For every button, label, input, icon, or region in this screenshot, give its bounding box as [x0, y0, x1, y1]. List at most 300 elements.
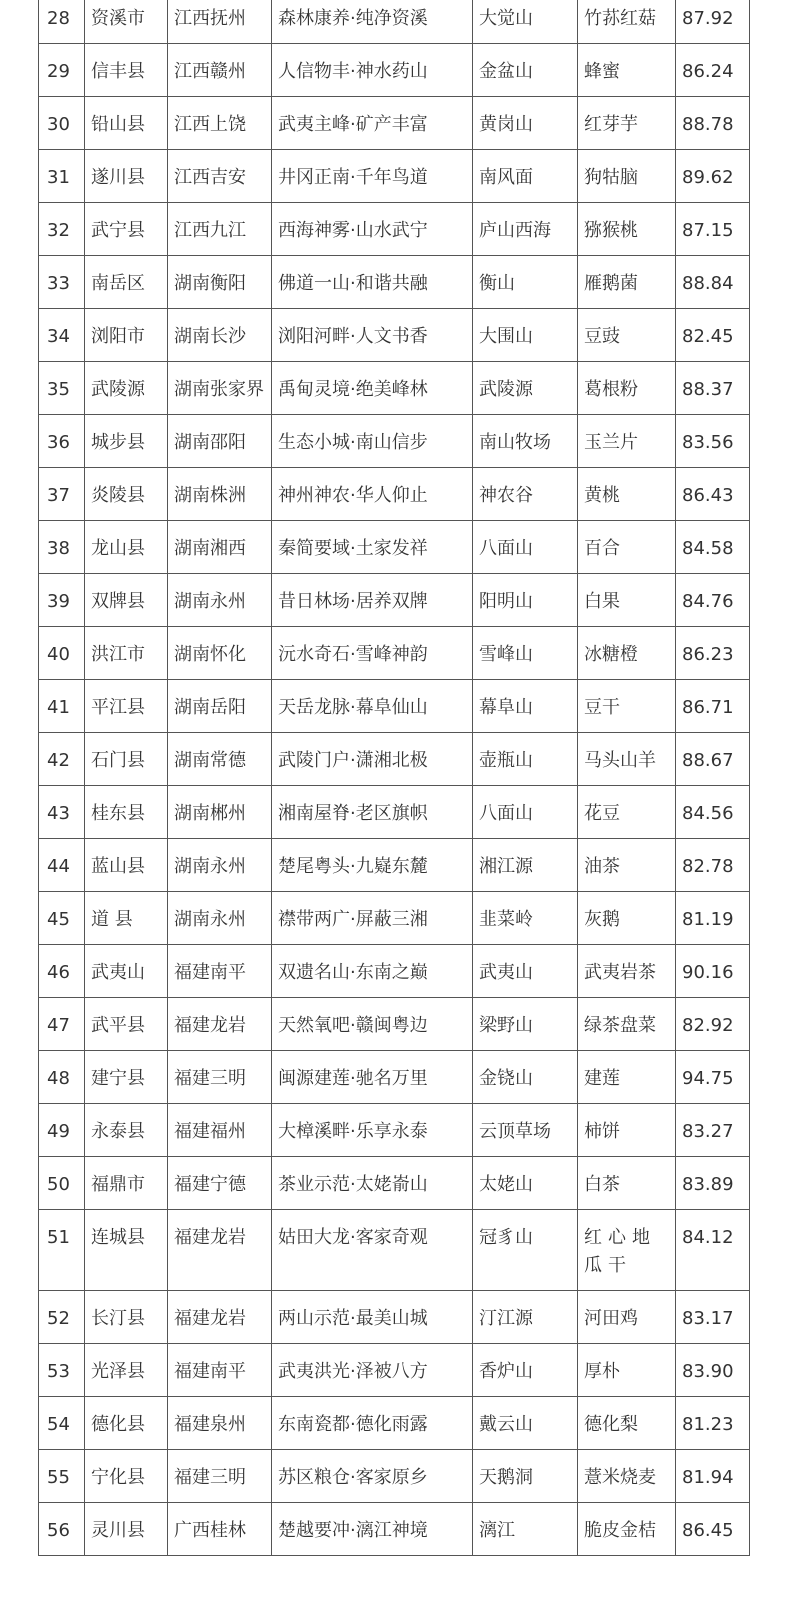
city-cell-text: 福建龙岩 — [174, 1227, 246, 1248]
county-cell — [85, 256, 168, 309]
table-row — [39, 309, 750, 362]
county-cell-text: 资溪市 — [91, 8, 145, 29]
table-row — [39, 1104, 750, 1157]
city-cell-text: 湖南长沙 — [174, 326, 246, 347]
slogan-cell-text: 井冈正南·千年鸟道 — [278, 167, 428, 188]
county-cell — [85, 0, 168, 44]
product-cell — [578, 733, 676, 786]
table-row — [39, 892, 750, 945]
slogan-cell-text: 湘南屋脊·老区旗帜 — [278, 803, 428, 824]
table-row — [39, 998, 750, 1051]
mountain-cell — [473, 892, 578, 945]
county-cell-text: 福鼎市 — [91, 1174, 145, 1195]
product-cell-text: 狗牯脑 — [584, 167, 638, 188]
county-cell — [85, 521, 168, 574]
mountain-cell-text: 衡山 — [479, 273, 515, 294]
rank-cell-text: 40 — [47, 644, 70, 665]
rank-cell-text: 29 — [47, 61, 70, 82]
city-cell-text: 福建龙岩 — [174, 1015, 246, 1036]
slogan-cell-text: 襟带两广·屏蔽三湘 — [278, 909, 428, 930]
product-cell-text: 德化梨 — [584, 1414, 638, 1435]
product-cell — [578, 44, 676, 97]
rank-cell-text: 46 — [47, 962, 70, 983]
slogan-cell-text: 两山示范·最美山城 — [278, 1308, 428, 1329]
slogan-cell — [272, 1503, 473, 1556]
rank-cell — [39, 945, 85, 998]
mountain-cell — [473, 998, 578, 1051]
county-cell — [85, 786, 168, 839]
city-cell-text: 湖南永州 — [174, 856, 246, 877]
product-cell — [578, 0, 676, 44]
mountain-cell — [473, 1397, 578, 1450]
score-cell-text: 83.89 — [682, 1174, 734, 1195]
product-cell-text: 柿饼 — [584, 1121, 620, 1142]
slogan-cell — [272, 1291, 473, 1344]
mountain-cell — [473, 521, 578, 574]
mountain-cell-text: 八面山 — [479, 803, 533, 824]
city-cell — [168, 0, 272, 44]
product-cell-text: 玉兰片 — [584, 432, 638, 453]
county-cell-text: 宁化县 — [91, 1467, 145, 1488]
score-cell-text: 86.71 — [682, 697, 734, 718]
city-cell — [168, 1051, 272, 1104]
score-cell — [676, 97, 750, 150]
score-cell — [676, 945, 750, 998]
slogan-cell — [272, 0, 473, 44]
county-cell-text: 道 县 — [91, 909, 133, 930]
county-cell-text: 平江县 — [91, 697, 145, 718]
rank-cell — [39, 256, 85, 309]
slogan-cell — [272, 733, 473, 786]
county-cell — [85, 680, 168, 733]
slogan-cell-text: 武夷洪光·泽被八方 — [278, 1361, 428, 1382]
rank-cell-text: 55 — [47, 1467, 70, 1488]
county-cell — [85, 892, 168, 945]
slogan-cell-text: 沅水奇石·雪峰神韵 — [278, 644, 428, 665]
mountain-cell-text: 武陵源 — [479, 379, 533, 400]
score-cell — [676, 1450, 750, 1503]
product-cell-text: 薏米烧麦 — [584, 1467, 656, 1488]
slogan-cell-text: 西海神雾·山水武宁 — [278, 220, 428, 241]
rank-cell — [39, 1503, 85, 1556]
mountain-cell — [473, 97, 578, 150]
slogan-cell — [272, 839, 473, 892]
rank-cell — [39, 415, 85, 468]
city-cell — [168, 1157, 272, 1210]
score-cell-text: 88.84 — [682, 273, 734, 294]
slogan-cell — [272, 203, 473, 256]
product-cell-text: 猕猴桃 — [584, 220, 638, 241]
county-cell-text: 武陵源 — [91, 379, 145, 400]
county-cell — [85, 945, 168, 998]
slogan-cell-text: 楚尾粤头·九嶷东麓 — [278, 856, 428, 877]
rank-cell-text: 45 — [47, 909, 70, 930]
county-cell-text: 建宁县 — [91, 1068, 145, 1089]
score-cell — [676, 0, 750, 44]
rank-cell — [39, 1397, 85, 1450]
score-cell-text: 83.17 — [682, 1308, 734, 1329]
score-cell — [676, 786, 750, 839]
score-cell-text: 88.67 — [682, 750, 734, 771]
score-cell — [676, 203, 750, 256]
mountain-cell-text: 香炉山 — [479, 1361, 533, 1382]
score-cell-text: 83.90 — [682, 1361, 734, 1382]
score-cell — [676, 468, 750, 521]
rank-cell — [39, 362, 85, 415]
product-cell — [578, 998, 676, 1051]
product-cell-text: 河田鸡 — [584, 1308, 638, 1329]
county-cell — [85, 1397, 168, 1450]
rank-cell-text: 54 — [47, 1414, 70, 1435]
city-cell — [168, 786, 272, 839]
rank-cell-text: 37 — [47, 485, 70, 506]
city-cell — [168, 203, 272, 256]
county-cell-text: 浏阳市 — [91, 326, 145, 347]
product-cell-text: 雁鹅菌 — [584, 273, 638, 294]
table-row — [39, 1503, 750, 1556]
rank-cell — [39, 1291, 85, 1344]
score-cell-text: 83.27 — [682, 1121, 734, 1142]
rank-cell-text: 51 — [47, 1227, 70, 1248]
slogan-cell — [272, 1157, 473, 1210]
table-row — [39, 521, 750, 574]
slogan-cell-text: 神州神农·华人仰止 — [278, 485, 428, 506]
product-cell — [578, 1157, 676, 1210]
rank-cell — [39, 1051, 85, 1104]
city-cell-text: 湖南张家界 — [174, 379, 264, 400]
ranking-table-body — [39, 0, 750, 1556]
rank-cell-text: 33 — [47, 273, 70, 294]
rank-cell — [39, 839, 85, 892]
product-cell-text: 油茶 — [584, 856, 620, 877]
score-cell — [676, 892, 750, 945]
score-cell — [676, 362, 750, 415]
city-cell — [168, 362, 272, 415]
product-cell-text: 黄桃 — [584, 485, 620, 506]
city-cell-text: 江西赣州 — [174, 61, 246, 82]
mountain-cell-text: 冠豸山 — [479, 1227, 533, 1248]
score-cell — [676, 256, 750, 309]
county-cell — [85, 1503, 168, 1556]
rank-cell — [39, 44, 85, 97]
slogan-cell — [272, 309, 473, 362]
product-cell-text: 蜂蜜 — [584, 61, 620, 82]
county-cell — [85, 468, 168, 521]
slogan-cell-text: 昔日林场·居养双牌 — [278, 591, 428, 612]
county-cell — [85, 1291, 168, 1344]
table-row — [39, 574, 750, 627]
mountain-cell-text: 汀江源 — [479, 1308, 533, 1329]
score-cell — [676, 574, 750, 627]
mountain-cell — [473, 680, 578, 733]
county-cell-text: 灵川县 — [91, 1520, 145, 1541]
city-cell — [168, 1291, 272, 1344]
county-cell-text: 城步县 — [91, 432, 145, 453]
rank-cell-text: 28 — [47, 8, 70, 29]
product-cell-text: 百合 — [584, 538, 620, 559]
score-cell-text: 88.78 — [682, 114, 734, 135]
slogan-cell-text: 武夷主峰·矿产丰富 — [278, 114, 428, 135]
city-cell — [168, 256, 272, 309]
city-cell-text: 福建福州 — [174, 1121, 246, 1142]
city-cell-text: 湖南湘西 — [174, 538, 246, 559]
slogan-cell-text: 人信物丰·神水药山 — [278, 61, 428, 82]
city-cell — [168, 309, 272, 362]
mountain-cell-text: 南山牧场 — [479, 432, 551, 453]
product-cell-text: 马头山羊 — [584, 750, 656, 771]
slogan-cell-text: 武陵门户·潇湘北极 — [278, 750, 428, 771]
mountain-cell — [473, 839, 578, 892]
city-cell-text: 福建三明 — [174, 1068, 246, 1089]
score-cell-text: 90.16 — [682, 962, 734, 983]
mountain-cell-text: 黄岗山 — [479, 114, 533, 135]
slogan-cell-text: 生态小城·南山信步 — [278, 432, 428, 453]
mountain-cell — [473, 1503, 578, 1556]
score-cell-text: 84.58 — [682, 538, 734, 559]
slogan-cell-text: 禹甸灵境·绝美峰林 — [278, 379, 428, 400]
city-cell — [168, 892, 272, 945]
table-row — [39, 0, 750, 44]
product-cell — [578, 256, 676, 309]
county-cell — [85, 839, 168, 892]
mountain-cell-text: 韭菜岭 — [479, 909, 533, 930]
table-row — [39, 1291, 750, 1344]
rank-cell-text: 38 — [47, 538, 70, 559]
mountain-cell — [473, 362, 578, 415]
county-cell-text: 遂川县 — [91, 167, 145, 188]
product-cell-text: 脆皮金桔 — [584, 1520, 656, 1541]
score-cell-text: 83.56 — [682, 432, 734, 453]
score-cell — [676, 415, 750, 468]
slogan-cell — [272, 998, 473, 1051]
mountain-cell — [473, 150, 578, 203]
mountain-cell-text: 金铙山 — [479, 1068, 533, 1089]
slogan-cell — [272, 1450, 473, 1503]
score-cell — [676, 1051, 750, 1104]
table-row — [39, 733, 750, 786]
mountain-cell-text: 梁野山 — [479, 1015, 533, 1036]
city-cell — [168, 415, 272, 468]
city-cell-text: 江西上饶 — [174, 114, 246, 135]
rank-cell-text: 52 — [47, 1308, 70, 1329]
slogan-cell — [272, 44, 473, 97]
table-row — [39, 362, 750, 415]
city-cell — [168, 1450, 272, 1503]
product-cell — [578, 1291, 676, 1344]
city-cell-text: 江西抚州 — [174, 8, 246, 29]
slogan-cell — [272, 362, 473, 415]
slogan-cell — [272, 1051, 473, 1104]
score-cell-text: 82.78 — [682, 856, 734, 877]
county-cell-text: 桂东县 — [91, 803, 145, 824]
slogan-cell — [272, 786, 473, 839]
slogan-cell — [272, 1397, 473, 1450]
slogan-cell — [272, 415, 473, 468]
mountain-cell — [473, 1104, 578, 1157]
score-cell-text: 88.37 — [682, 379, 734, 400]
mountain-cell-text: 湘江源 — [479, 856, 533, 877]
mountain-cell-text: 雪峰山 — [479, 644, 533, 665]
county-cell-text: 蓝山县 — [91, 856, 145, 877]
mountain-cell — [473, 945, 578, 998]
mountain-cell — [473, 256, 578, 309]
rank-cell-text: 42 — [47, 750, 70, 771]
score-cell-text: 84.12 — [682, 1227, 734, 1248]
city-cell-text: 湖南郴州 — [174, 803, 246, 824]
mountain-cell-text: 神农谷 — [479, 485, 533, 506]
product-cell — [578, 945, 676, 998]
city-cell-text: 福建宁德 — [174, 1174, 246, 1195]
score-cell — [676, 1291, 750, 1344]
rank-cell — [39, 150, 85, 203]
score-cell-text: 87.92 — [682, 8, 734, 29]
rank-cell-text: 41 — [47, 697, 70, 718]
county-cell — [85, 97, 168, 150]
mountain-cell — [473, 1051, 578, 1104]
city-cell-text: 福建泉州 — [174, 1414, 246, 1435]
mountain-cell-text: 壶瓶山 — [479, 750, 533, 771]
slogan-cell-text: 佛道一山·和谐共融 — [278, 273, 428, 294]
city-cell — [168, 521, 272, 574]
city-cell-text: 福建龙岩 — [174, 1308, 246, 1329]
rank-cell-text: 53 — [47, 1361, 70, 1382]
rank-cell — [39, 1104, 85, 1157]
product-cell — [578, 468, 676, 521]
city-cell-text: 湖南株洲 — [174, 485, 246, 506]
slogan-cell — [272, 97, 473, 150]
mountain-cell-text: 大围山 — [479, 326, 533, 347]
score-cell-text: 81.19 — [682, 909, 734, 930]
table-row — [39, 1450, 750, 1503]
rank-cell-text: 49 — [47, 1121, 70, 1142]
product-cell-text: 灰鹅 — [584, 909, 620, 930]
rank-cell — [39, 0, 85, 44]
table-row — [39, 627, 750, 680]
mountain-cell-text: 八面山 — [479, 538, 533, 559]
score-cell — [676, 521, 750, 574]
score-cell — [676, 998, 750, 1051]
score-cell — [676, 1104, 750, 1157]
product-cell-text: 建莲 — [584, 1068, 620, 1089]
mountain-cell — [473, 574, 578, 627]
mountain-cell-text: 武夷山 — [479, 962, 533, 983]
score-cell-text: 89.62 — [682, 167, 734, 188]
slogan-cell — [272, 1344, 473, 1397]
product-cell-text: 豆豉 — [584, 326, 620, 347]
table-row — [39, 44, 750, 97]
table-row — [39, 1397, 750, 1450]
product-cell-text: 武夷岩茶 — [584, 962, 656, 983]
mountain-cell-text: 天鹅洞 — [479, 1467, 533, 1488]
mountain-cell — [473, 468, 578, 521]
slogan-cell-text: 闽源建莲·驰名万里 — [278, 1068, 428, 1089]
rank-cell-text: 31 — [47, 167, 70, 188]
county-cell-text: 炎陵县 — [91, 485, 145, 506]
slogan-cell — [272, 1104, 473, 1157]
slogan-cell — [272, 892, 473, 945]
rank-cell-text: 39 — [47, 591, 70, 612]
city-cell-text: 福建三明 — [174, 1467, 246, 1488]
county-cell-text: 武夷山 — [91, 962, 145, 983]
product-cell — [578, 1397, 676, 1450]
county-cell — [85, 1210, 168, 1291]
product-cell — [578, 786, 676, 839]
table-row — [39, 468, 750, 521]
slogan-cell — [272, 627, 473, 680]
product-cell — [578, 1051, 676, 1104]
score-cell — [676, 627, 750, 680]
slogan-cell-text: 秦简要域·土家发祥 — [278, 538, 428, 559]
county-cell — [85, 574, 168, 627]
slogan-cell-text: 森林康养·纯净资溪 — [278, 8, 428, 29]
table-row — [39, 839, 750, 892]
product-cell-text: 白果 — [584, 591, 620, 612]
city-cell-text: 湖南常德 — [174, 750, 246, 771]
county-cell — [85, 415, 168, 468]
county-cell-text: 洪江市 — [91, 644, 145, 665]
county-cell-text: 龙山县 — [91, 538, 145, 559]
rank-cell — [39, 680, 85, 733]
slogan-cell — [272, 1210, 473, 1291]
mountain-cell — [473, 309, 578, 362]
mountain-cell — [473, 1450, 578, 1503]
table-row — [39, 256, 750, 309]
mountain-cell-text: 云顶草场 — [479, 1121, 551, 1142]
rank-cell — [39, 1450, 85, 1503]
county-cell — [85, 309, 168, 362]
county-cell-text: 铅山县 — [91, 114, 145, 135]
score-cell — [676, 1210, 750, 1291]
score-cell — [676, 44, 750, 97]
county-cell — [85, 1450, 168, 1503]
city-cell-text: 湖南永州 — [174, 591, 246, 612]
city-cell — [168, 945, 272, 998]
city-cell — [168, 1104, 272, 1157]
score-cell-text: 86.23 — [682, 644, 734, 665]
rank-cell-text: 44 — [47, 856, 70, 877]
county-cell-text: 连城县 — [91, 1227, 145, 1248]
rank-cell-text: 36 — [47, 432, 70, 453]
rank-cell-text: 47 — [47, 1015, 70, 1036]
table-row — [39, 1051, 750, 1104]
slogan-cell — [272, 256, 473, 309]
city-cell-text: 湖南岳阳 — [174, 697, 246, 718]
table-row — [39, 415, 750, 468]
city-cell-text: 湖南永州 — [174, 909, 246, 930]
mountain-cell — [473, 1291, 578, 1344]
product-cell — [578, 1210, 676, 1291]
product-cell-text: 花豆 — [584, 803, 620, 824]
city-cell — [168, 1344, 272, 1397]
mountain-cell — [473, 786, 578, 839]
rank-cell-text: 50 — [47, 1174, 70, 1195]
county-cell — [85, 1104, 168, 1157]
mountain-cell-text: 戴云山 — [479, 1414, 533, 1435]
score-cell — [676, 839, 750, 892]
rank-cell — [39, 733, 85, 786]
county-cell — [85, 203, 168, 256]
mountain-cell-text: 漓江 — [479, 1520, 515, 1541]
mountain-cell — [473, 415, 578, 468]
score-cell-text: 82.92 — [682, 1015, 734, 1036]
city-cell — [168, 1503, 272, 1556]
rank-cell-text: 32 — [47, 220, 70, 241]
mountain-cell — [473, 1210, 578, 1291]
county-cell — [85, 150, 168, 203]
score-cell — [676, 1397, 750, 1450]
rank-cell — [39, 309, 85, 362]
mountain-cell — [473, 1157, 578, 1210]
